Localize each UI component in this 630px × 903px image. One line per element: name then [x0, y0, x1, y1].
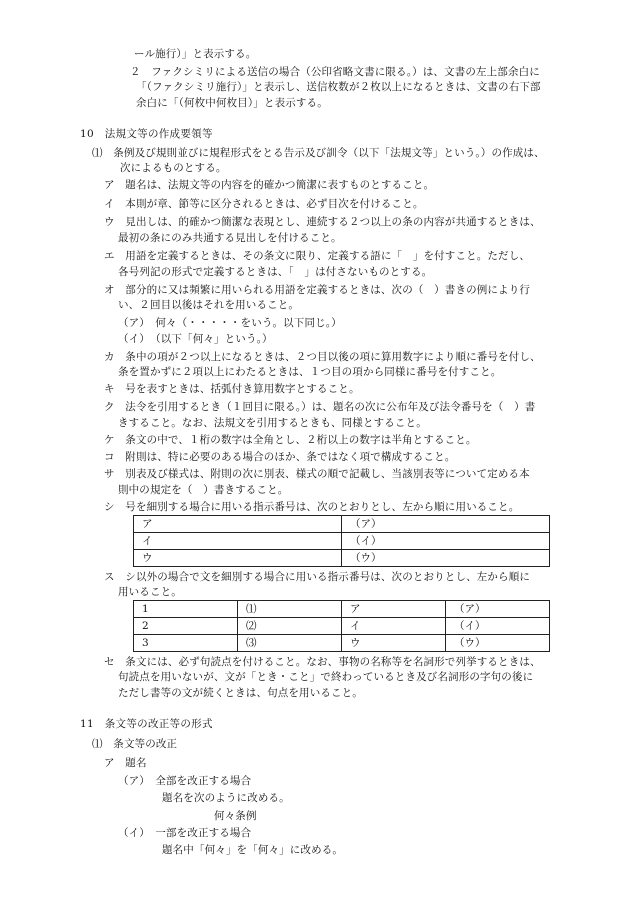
table-row — [134, 601, 550, 618]
table-cell: 1 — [134, 601, 238, 618]
list-item: コ 附則は、特に必要のある場合のほか、条ではなく項で構成すること。 — [104, 451, 456, 463]
table-cell: 3 — [134, 635, 238, 652]
index-table-su — [133, 600, 550, 652]
table-cell: ⑴ — [238, 601, 342, 618]
table-cell: ウ — [134, 550, 342, 567]
table-row — [134, 618, 550, 635]
list-item: ク 法令を引用するとき（１回目に限る。）は、題名の次に公布年及び法令番号を（ ）書 — [104, 401, 536, 413]
list-item: キ 号を表すときは、括弧付き算用数字とすること。 — [104, 383, 360, 395]
subsection-heading: ⑴ 条文等の改正 — [92, 738, 178, 750]
text-line: きすること。なお、法規文を引用するときも、同様とすること。 — [118, 417, 427, 429]
index-table-shi — [133, 515, 550, 567]
table-cell: ア — [134, 516, 342, 533]
text-line: 最初の条にのみ共通する見出しを付けること。 — [118, 232, 342, 244]
table-cell: イ — [342, 618, 446, 635]
table-cell: ウ — [342, 635, 446, 652]
table-cell: ア — [342, 601, 446, 618]
list-item: エ 用語を定義するときは、その条文に限り、定義する語に「 」を付すこと。ただし、 — [104, 250, 530, 262]
text-line: い、２回目以後はそれを用いること。 — [118, 299, 300, 311]
text-line: 用いること。 — [118, 586, 182, 598]
example-line: （ア） 何々（・・・・・をいう。以下同じ。） — [118, 317, 342, 329]
text-line: 各号列記の形式で定義するときは、「 」は付さないものとする。 — [118, 266, 433, 278]
table-cell: （ウ） — [446, 635, 550, 652]
text-line: 句読点を用いないが、文が「とき・こと」で終わっているとき及び名詞形の字句の後に — [118, 671, 534, 683]
list-item: ス シ以外の場合で文を細別する場合に用いる指示番号は、次のとおりとし、左から順に — [104, 571, 530, 583]
example-line: （イ） （以下「何々」という。） — [118, 333, 273, 345]
table-cell: （ア） — [342, 516, 550, 533]
section-heading: 10 法規文等の作成要領等 — [80, 128, 213, 140]
list-item: （イ） 一部を改正する場合 — [118, 827, 252, 839]
section-heading: 11 条文等の改正等の形式 — [80, 718, 213, 730]
table-cell: イ — [134, 533, 342, 550]
table-row — [134, 635, 550, 652]
list-item: ア 題名は、法規文等の内容を的確かつ簡潔に表すものとすること。 — [104, 179, 435, 191]
text-line: 「（ファクシミリ施行）」と表示し、送信枚数が２枚以上になるときは、文書の右下部 — [136, 81, 541, 93]
text-line: ２ ファクシミリによる送信の場合（公印省略文書に限る。）は、文書の左上部余白に — [130, 66, 540, 78]
text-line: 則中の規定を（ ）書きすること。 — [118, 484, 289, 496]
text-line: 次によるものとする。 — [120, 162, 227, 174]
table-cell: （イ） — [342, 533, 550, 550]
text-line: ール施行）」と表示する。 — [134, 48, 257, 60]
text-line: 条を置かずに２項以上にわたるときは、１つ目の項から同様に番号を付すこと。 — [118, 366, 502, 378]
list-item: （ア） 全部を改正する場合 — [118, 775, 252, 787]
table-row — [134, 533, 550, 550]
list-item: ケ 条文の中で、１桁の数字は全角とし、２桁以上の数字は半角とすること。 — [104, 434, 477, 446]
table-cell: （ウ） — [342, 550, 550, 567]
table-cell: 2 — [134, 618, 238, 635]
list-item: サ 別表及び様式は、附則の次に別表、様式の順で記載し、当該別表等について定める本 — [104, 468, 530, 480]
table-row — [134, 516, 550, 533]
list-item: オ 部分的に又は頻繁に用いられる用語を定義するときは、次の（ ）書きの例により行 — [104, 284, 530, 296]
table-cell: （ア） — [446, 601, 550, 618]
text-line: 何々条例 — [214, 810, 257, 822]
text-line: 題名中「何々」を「何々」に改める。 — [162, 844, 344, 856]
list-item: ウ 見出しは、的確かつ簡潔な表現とし、連続する２つ以上の条の内容が共通するときは、 — [104, 216, 541, 228]
list-item: ア 題名 — [104, 757, 147, 769]
list-item: イ 本則が章、節等に区分されるときは、必ず目次を付けること。 — [104, 198, 424, 210]
text-line: ただし書等の文が続くときは、句点を用いること。 — [118, 687, 363, 699]
table-cell: ⑵ — [238, 618, 342, 635]
text-line: 余白に「（何枚中何枚目）」と表示する。 — [136, 97, 328, 109]
list-item: セ 条文には、必ず句読点を付けること。なお、事物の名称等を名詞形で列挙するときは、 — [104, 656, 541, 668]
list-item: カ 条中の項が２つ以上になるときは、２つ目以後の項に算用数字により順に番号を付し、 — [104, 351, 541, 363]
table-row — [134, 550, 550, 567]
list-item: シ 号を細別する場合に用いる指示番号は、次のとおりとし、左から順に用いること。 — [104, 501, 520, 513]
text-line: 題名を次のように改める。 — [162, 792, 290, 804]
table-cell: ⑶ — [238, 635, 342, 652]
table-cell: （イ） — [446, 618, 550, 635]
text-line: ⑴ 条例及び規則並びに規程形式をとる告示及び訓令（以下「法規文等」という。）の作成は、 — [92, 147, 545, 159]
